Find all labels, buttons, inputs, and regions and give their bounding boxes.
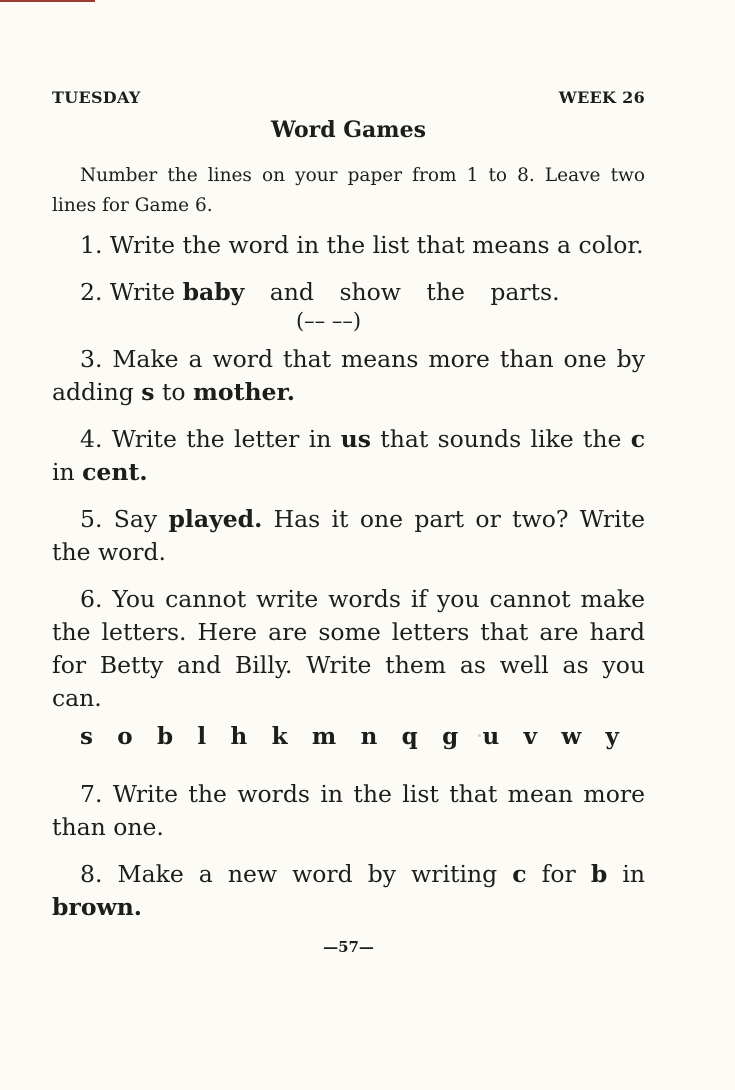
letter: v xyxy=(523,723,537,750)
game-2-parts-blank: (–– ––) xyxy=(295,309,362,333)
game-4-mid: that sounds like the xyxy=(370,425,631,453)
instructions: Number the lines on your paper from 1 to 8. Leave two lines for Game 6. xyxy=(52,165,645,216)
game-8-mid: for xyxy=(526,860,591,888)
header-day: TUESDAY xyxy=(52,88,141,107)
letter: w xyxy=(561,723,582,750)
game-5-bold-played: played. xyxy=(168,505,263,533)
game-1 xyxy=(52,229,645,262)
game-3-bold-mother: mother. xyxy=(193,378,295,406)
letter: g xyxy=(442,723,459,750)
game-8-mid2: in xyxy=(607,860,645,888)
game-3 xyxy=(52,343,645,409)
game-2-pre: 2. Write xyxy=(80,278,183,306)
letter: n xyxy=(360,723,378,750)
game-4-bold-cent: cent. xyxy=(82,458,148,486)
game-4 xyxy=(52,423,645,489)
game-7-text: 7. Write the words in the list that mean more than one. xyxy=(52,780,645,841)
game-4-bold-us: us xyxy=(340,425,371,453)
game-8-bold-b: b xyxy=(590,860,608,888)
letter: l xyxy=(197,723,207,750)
letter: y xyxy=(605,723,619,750)
workbook-page xyxy=(52,88,645,956)
game-8-bold-brown: brown. xyxy=(52,893,142,921)
game-3-bold-s: s xyxy=(141,378,155,406)
game-3-mid: to xyxy=(154,378,194,406)
paper-speck xyxy=(478,734,481,737)
game-5 xyxy=(52,503,645,569)
page-number: —57— xyxy=(323,938,374,956)
game-8-pre: 8. Make a new word by writing xyxy=(80,860,513,888)
game-4-bold-c: c xyxy=(630,425,645,453)
game-8-bold-c: c xyxy=(512,860,527,888)
game-5-post: Has it one part or two? Write the word. xyxy=(52,505,645,566)
letter: k xyxy=(271,723,288,750)
letter: s xyxy=(80,723,93,750)
game-4-pre: 4. Write the letter in xyxy=(80,425,341,453)
game-2 xyxy=(52,276,645,333)
top-edge-line xyxy=(0,0,95,2)
game-1-text: 1. Write the word in the list that means a color. xyxy=(80,231,644,259)
game-3-pre: 3. Make a word that means more than one by adding xyxy=(52,345,645,406)
game-6-text: 6. You cannot write words if you cannot make the letters. Here are some letters that are hard for Betty and Billy. Write them as well as you can. xyxy=(52,585,645,712)
letter: u xyxy=(482,723,500,750)
letter: q xyxy=(401,723,418,750)
letter: b xyxy=(156,723,174,750)
game-2-post: and show the parts. xyxy=(244,278,560,306)
letter: h xyxy=(230,723,248,750)
game-8 xyxy=(52,858,645,924)
game-5-pre: 5. Say xyxy=(80,505,169,533)
letter-row xyxy=(52,723,645,750)
game-4-mid2: in xyxy=(52,458,83,486)
letter: o xyxy=(117,723,133,750)
game-2-word: baby xyxy=(182,278,245,306)
game-6 xyxy=(52,583,645,715)
game-7 xyxy=(52,778,645,844)
page-title: Word Games xyxy=(271,117,426,143)
letter: m xyxy=(311,723,337,750)
running-header xyxy=(52,88,645,107)
header-week: WEEK 26 xyxy=(558,88,645,107)
